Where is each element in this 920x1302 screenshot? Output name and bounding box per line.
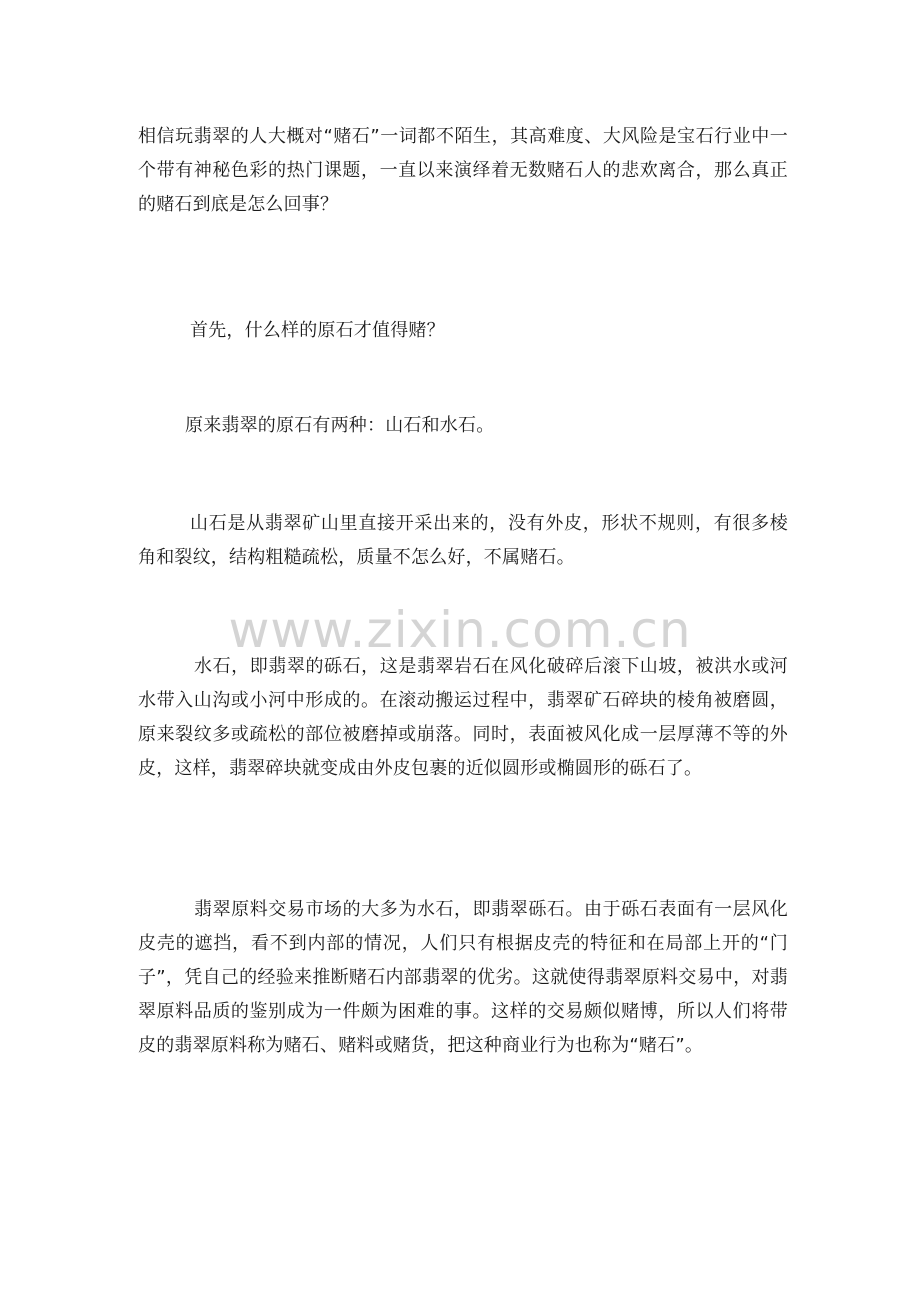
water-stone-paragraph: 水石，即翡翠的砾石，这是翡翠岩石在风化破碎后滚下山坡，被洪水或河水带入山沟或小河中形成的。在滚动搬运过程中，翡翠矿石碎块的棱角被磨圆，原来裂纹多或疏松的部位被磨掉或崩落。同时，表面被风化成一层厚薄不等的外皮，这样，翡翠碎块就变成由外皮包裹的近似圆形或椭圆形的砾石了。 bbox=[138, 656, 788, 779]
question-paragraph: 首先，什么样的原石才值得赌？ bbox=[190, 320, 445, 341]
watermark: www.zixin.com.cn bbox=[228, 601, 692, 659]
intro-paragraph: 相信玩翡翠的人大概对“赌石”一词都不陌生，其高难度、大风险是宝石行业中一个带有神秘色彩的热门课题，一直以来演绎着无数赌石人的悲欢离合，那么真正的赌石到底是怎么回事？ bbox=[138, 126, 788, 215]
mountain-stone-paragraph: 山石是从翡翠矿山里直接开采出来的，没有外皮，形状不规则，有很多棱角和裂纹，结构粗糙疏松，质量不怎么好，不属赌石。 bbox=[138, 513, 788, 568]
market-paragraph: 翡翠原料交易市场的大多为水石，即翡翠砾石。由于砾石表面有一层风化皮壳的遮挡，看不到内部的情况，人们只有根据皮壳的特征和在局部上开的“门子”，凭自己的经验来推断赌石内部翡翠的优劣。这就使得翡翠原料交易中，对翡翠原料品质的鉴别成为一件颇为困难的事。这样的交易颇似赌博，所以人们将带皮的翡翠原料称为赌石、赌料或赌货，把这种商业行为也称为“赌石”。 bbox=[138, 899, 788, 1056]
stone-types-paragraph: 原来翡翠的原石有两种：山石和水石。 bbox=[185, 415, 495, 436]
